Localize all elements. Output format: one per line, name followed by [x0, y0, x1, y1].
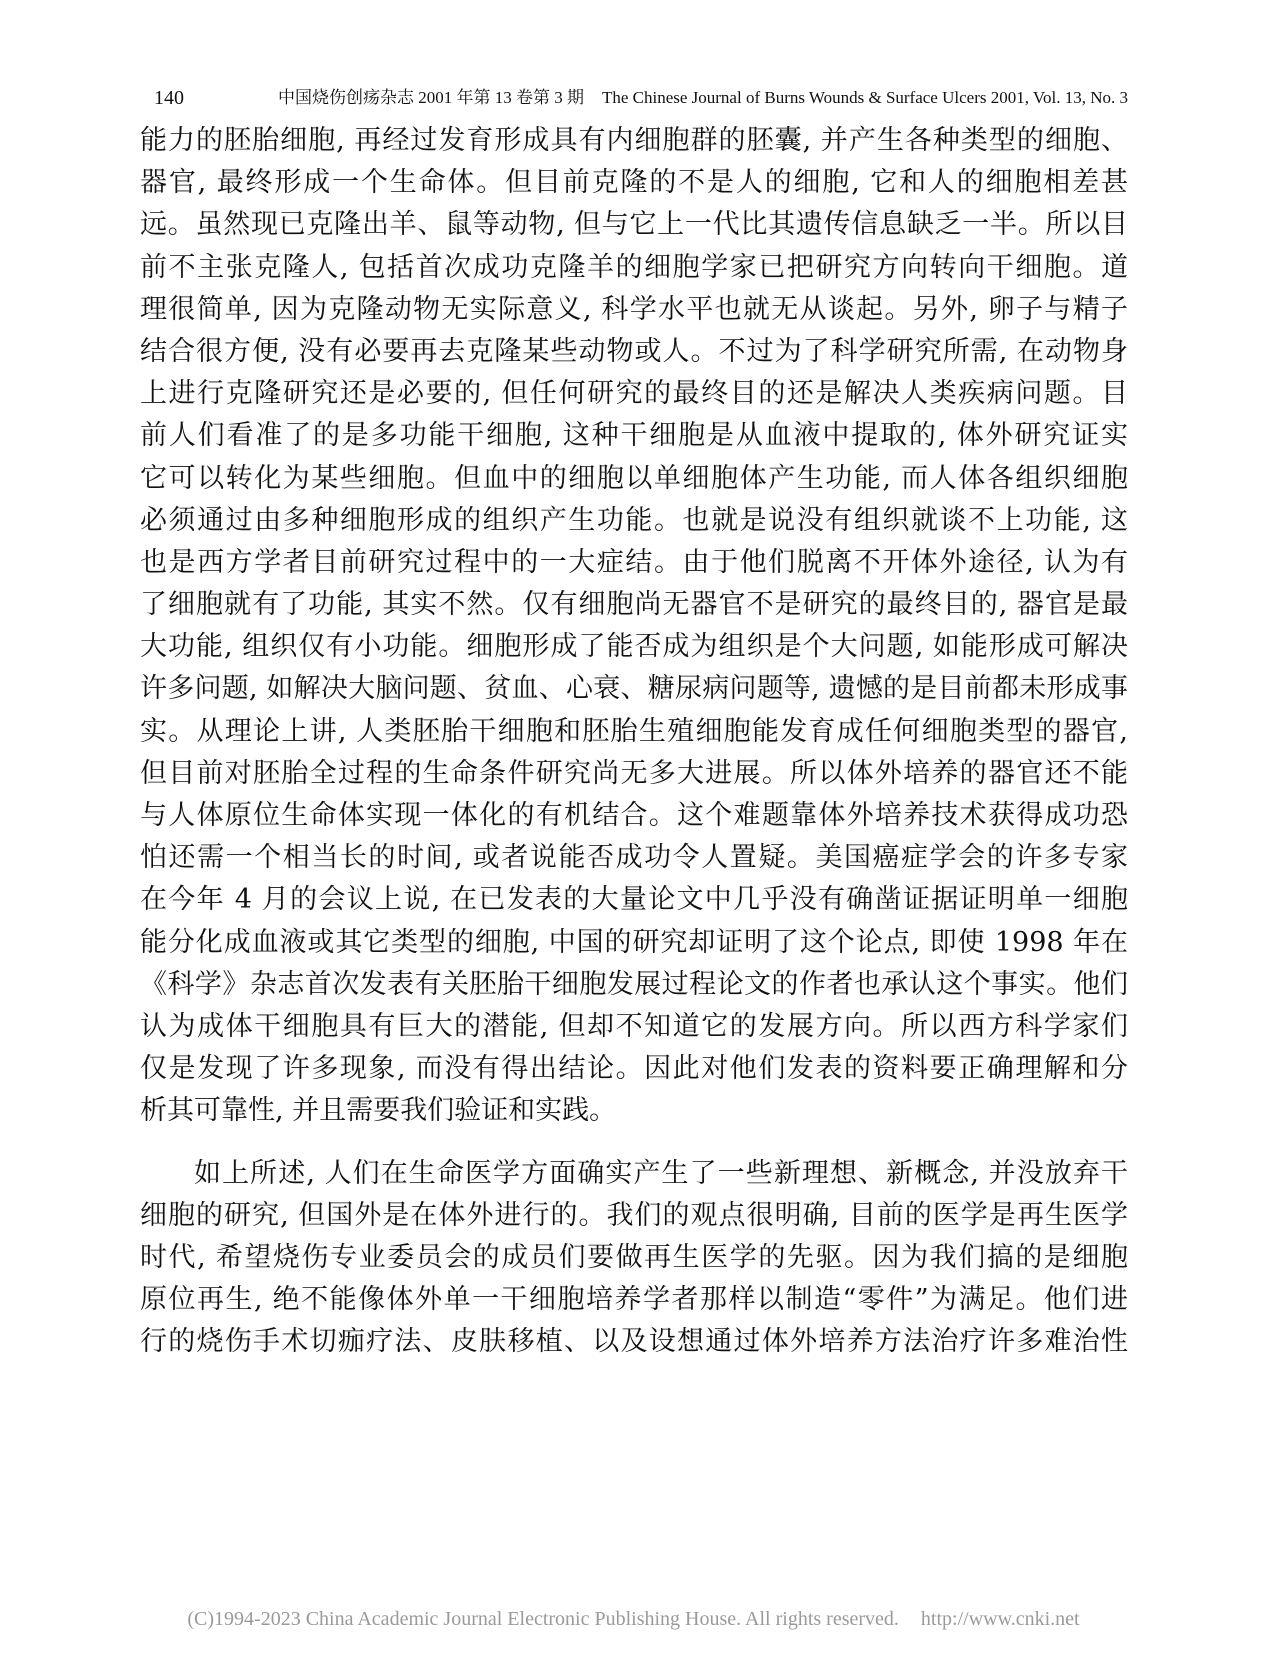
journal-title-english: The Chinese Journal of Burns Wounds & Surface Ulcers 2001, Vol. 13, No. 3	[601, 88, 1128, 107]
text-line: 结合很方便, 没有必要再去克隆某些动物或人。不过为了科学研究所需, 在动物身	[140, 335, 1128, 367]
text-line: 它可以转化为某些细胞。但血中的细胞以单细胞体产生功能, 而人体各组织细胞	[140, 462, 1128, 494]
text-line: 实。从理论上讲, 人类胚胎干细胞和胚胎生殖细胞能发育成任何细胞类型的器官,	[140, 715, 1128, 747]
text-line: 怕还需一个相当长的时间, 或者说能否成功令人置疑。美国癌症学会的许多专家	[140, 842, 1128, 874]
text-line: 理很简单, 因为克隆动物无实际意义, 科学水平也就无从谈起。另外, 卵子与精子	[140, 293, 1128, 325]
paragraph-1	[140, 120, 1128, 1133]
text-line: 原位再生, 绝不能像体外单一干细胞培养学者那样以制造“零件”为满足。他们进	[140, 1284, 1128, 1316]
copyright-footer	[0, 1608, 1267, 1631]
text-line: 了细胞就有了功能, 其实不然。仅有细胞尚无器官不是研究的最终目的, 器官是最	[140, 589, 1128, 621]
text-line: 许多问题, 如解决大脑问题、贫血、心衰、糖尿病问题等, 遗憾的是目前都未形成事	[140, 673, 1128, 705]
text-line: 但目前对胚胎全过程的生命条件研究尚无多大进展。所以体外培养的器官还不能	[140, 757, 1128, 789]
text-line: 也是西方学者目前研究过程中的一大症结。由于他们脱离不开体外途径, 认为有	[140, 546, 1128, 578]
copyright-notice: (C)1994-2023 China Academic Journal Electronic Publishing House. All rights reserved.	[187, 1608, 899, 1630]
journal-title-chinese: 中国烧伤创疡杂志 2001 年第 13 卷第 3 期	[277, 88, 584, 107]
text-line: 如上所述, 人们在生命医学方面确实产生了一些新理想、新概念, 并没放弃干	[194, 1157, 1128, 1189]
text-line: 必须通过由多种细胞形成的组织产生功能。也就是说没有组织就谈不上功能, 这	[140, 504, 1128, 536]
text-line: 认为成体干细胞具有巨大的潜能, 但却不知道它的发展方向。所以西方科学家们	[140, 1010, 1128, 1042]
text-line: 时代, 希望烧伤专业委员会的成员们要做再生医学的先驱。因为我们搞的是细胞	[140, 1241, 1128, 1273]
text-line: 细胞的研究, 但国外是在体外进行的。我们的观点很明确, 目前的医学是再生医学	[140, 1199, 1128, 1231]
text-line: 能分化成血液或其它类型的细胞, 中国的研究却证明了这个论点, 即使 1998 年在	[140, 926, 1128, 958]
page-number: 140	[154, 87, 184, 109]
text-line: 大功能, 组织仅有小功能。细胞形成了能否成为组织是个大问题, 如能形成可解决	[140, 631, 1128, 663]
text-line: 远。虽然现已克隆出羊、鼠等动物, 但与它上一代比其遗传信息缺乏一半。所以目	[140, 209, 1128, 241]
page-header	[140, 84, 1128, 112]
text-line: 行的烧伤手术切痂疗法、皮肤移植、以及设想通过体外培养方法治疗许多难治性	[140, 1326, 1128, 1358]
text-line: 析其可靠性, 并且需要我们验证和实践。	[140, 1095, 617, 1127]
paragraph-spacing	[140, 1133, 1128, 1153]
paragraph-2	[140, 1153, 1128, 1364]
text-line: 仅是发现了许多现象, 而没有得出结论。因此对他们发表的资料要正确理解和分	[140, 1053, 1128, 1085]
running-head	[278, 84, 1128, 112]
text-line: 能力的胚胎细胞, 再经过发育形成具有内细胞群的胚囊, 并产生各种类型的细胞、	[140, 125, 1128, 156]
text-line: 前不主张克隆人, 包括首次成功克隆羊的细胞学家已把研究方向转向干细胞。道	[140, 251, 1128, 283]
text-line: 与人体原位生命体实现一体化的有机结合。这个难题靠体外培养技术获得成功恐	[140, 800, 1128, 831]
text-line: 器官, 最终形成一个生命体。但目前克隆的不是人的细胞, 它和人的细胞相差甚	[140, 167, 1128, 199]
text-line: 前人们看准了的是多功能干细胞, 这种干细胞是从血液中提取的, 体外研究证实	[140, 420, 1128, 452]
text-line: 在今年 4 月的会议上说, 在已发表的大量论文中几乎没有确凿证据证明单一细胞	[140, 884, 1128, 916]
text-line: 上进行克隆研究还是必要的, 但任何研究的最终目的还是解决人类疾病问题。目	[140, 378, 1128, 410]
text-line: 《科学》杂志首次发表有关胚胎干细胞发展过程论文的作者也承认这个事实。他们	[140, 968, 1128, 1000]
article-body	[140, 120, 1128, 1363]
footer-url: http://www.cnki.net	[920, 1608, 1080, 1630]
